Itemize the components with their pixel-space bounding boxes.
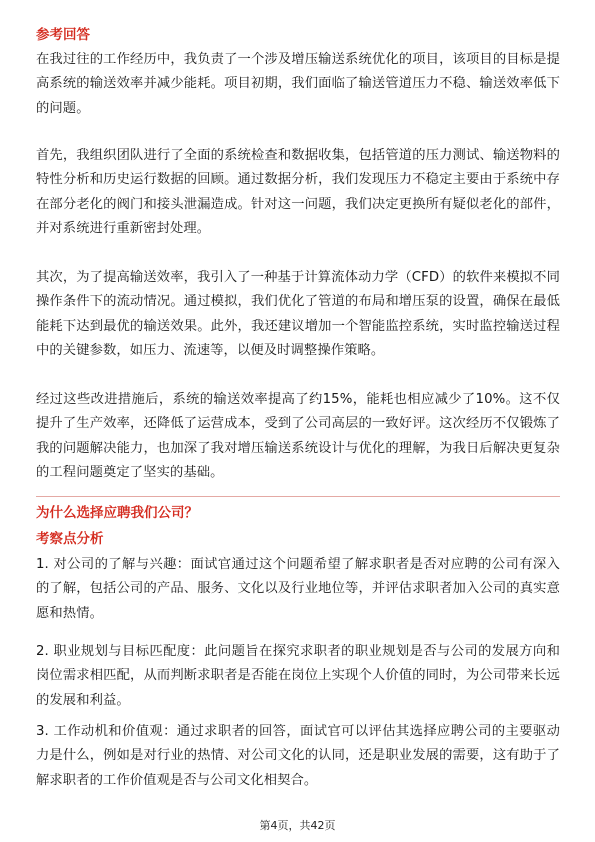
answer-paragraph-4: 经过这些改进措施后，系统的输送效率提高了约15%，能耗也相应减少了10%。这不仅提升了生产效率，还降低了运营成本，受到了公司高层的一致好评。这次经历不仅锻炼了我的问题解决能力，也加深了我对增压输送系统设计与优化的理解，为我日后解决更复杂的工程问题奠定了坚实的基础。 xyxy=(36,392,560,481)
answer-paragraph-1: 在我过往的工作经历中，我负责了一个涉及增压输送系统优化的项目，该项目的目标是提高系统的输送效率并减少能耗。项目初期，我们面临了输送管道压力不稳、输送效率低下的问题。 xyxy=(36,52,560,116)
analysis-point-1: 1. 对公司的了解与兴趣：面试官通过这个问题希望了解求职者是否对应聘的公司有深入的了解，包括公司的产品、服务、文化以及行业地位等，并评估求职者加入公司的真实意愿和热情。 xyxy=(36,557,560,621)
answer-paragraph-2: 首先，我组织团队进行了全面的系统检查和数据收集，包括管道的压力测试、输送物料的特性分析和历史运行数据的回顾。通过数据分析，我们发现压力不稳定主要由于系统中存在部分老化的阀门和接头泄漏造成。针对这一问题，我们决定更换所有疑似老化的部件，并对系统进行重新密封处理。 xyxy=(36,148,560,237)
question-heading: 为什么选择应聘我们公司？ xyxy=(36,505,198,521)
section-divider xyxy=(36,496,560,497)
analysis-heading: 考察点分析 xyxy=(36,531,104,547)
page-number: 第4页，共42页 xyxy=(259,819,336,832)
reference-answer-heading: 参考回答 xyxy=(36,27,90,43)
answer-paragraph-3: 其次，为了提高输送效率，我引入了一种基于计算流体动力学（CFD）的软件来模拟不同操作条件下的流动情况。通过模拟，我们优化了管道的布局和增压泵的设置，确保在最低能耗下达到最优的输送效果。此外，我还建议增加一个智能监控系统，实时监控输送过程中的关键参数，如压力、流速等，以便及时调整操作策略。 xyxy=(36,270,560,359)
analysis-point-3: 3. 工作动机和价值观：通过求职者的回答，面试官可以评估其选择应聘公司的主要驱动力是什么，例如是对行业的热情、对公司文化的认同，还是职业发展的需要，这有助于了解求职者的工作价值观是否与公司文化相契合。 xyxy=(36,724,560,788)
analysis-point-2: 2. 职业规划与目标匹配度：此问题旨在探究求职者的职业规划是否与公司的发展方向和岗位需求相匹配，从而判断求职者是否能在岗位上实现个人价值的同时，为公司带来长远的发展和利益。 xyxy=(36,644,560,708)
